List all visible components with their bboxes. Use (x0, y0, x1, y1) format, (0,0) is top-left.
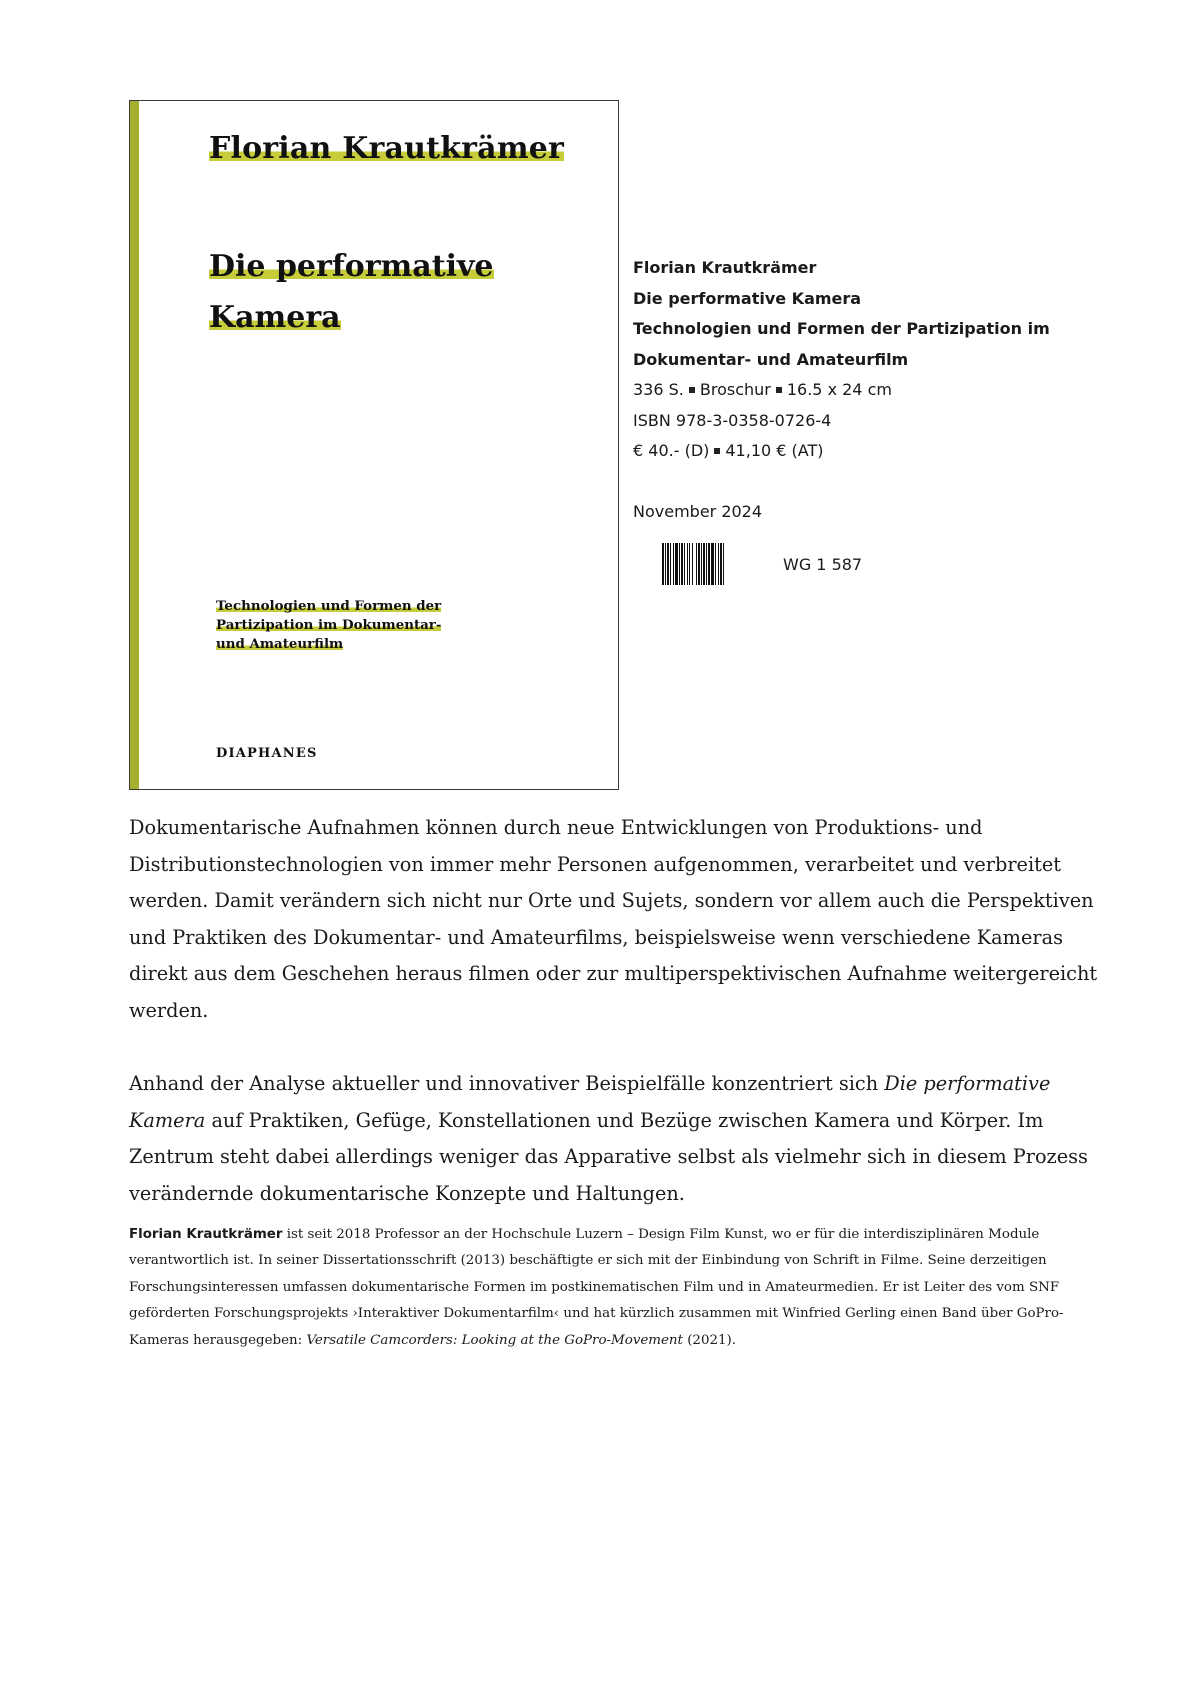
meta-isbn: ISBN 978-3-0358-0726-4 (633, 410, 832, 430)
cover-accent-bar (130, 101, 139, 789)
cover-title (209, 241, 494, 343)
cover-title-line: Die performative (209, 249, 494, 284)
book-title-reference: Die performative Kamera (129, 1072, 1051, 1132)
meta-date: November 2024 (633, 501, 763, 521)
meta-subtitle-line: Dokumentar- und Amateurfilm (633, 349, 909, 369)
cover-publisher: DIAPHANES (216, 746, 318, 761)
meta-price-at: 41,10 € (AT) (725, 441, 824, 460)
meta-subtitle-line: Technologien und Formen der Partizipation im (633, 319, 1050, 338)
meta-format: 16.5 x 24 cm (786, 380, 892, 399)
separator-square-icon (714, 448, 720, 454)
meta-specs (633, 375, 1173, 406)
description (129, 810, 1119, 1213)
meta-price-de: € 40.- (D) (633, 441, 710, 460)
description-paragraph: Dokumentarische Aufnahmen können durch neue Entwicklungen von Produktions- und Distributionstechnologien von immer mehr Personen aufgenommen, verarbeitet und verbreitet werden. Damit verändern sich nicht nur Orte und Sujets, sondern vor allem auch die Perspektiven und Praktiken des Dokumentar- und Amateurfilms, beispielsweise wenn verschiedene Kameras direkt aus dem Geschehen heraus filmen oder zur multiperspektivischen Aufnahme weitergereicht werden. (129, 816, 1098, 1022)
separator-square-icon (776, 387, 782, 393)
meta-pages: 336 S. (633, 380, 684, 399)
author-bio: Florian Krautkrämer ist seit 2018 Professor an der Hochschule Luzern – Design Film Kunst, wo er für die interdisziplinären Module verantwortlich ist. In seiner Dissertationsschrift (2013) beschäftigte er sich mit der Einbindung von Schrift in Filme. Seine derzeitigen Forschungsinteressen umfassen dokumentarische Formen im postkinematischen Film und in Amateurmedien. Er ist Leiter des vom SNF geförderten Forschungsprojekts ›Interaktiver Dokumentarfilm‹ und hat kürzlich zusammen mit Winfried Gerling einen Band über GoPro-Kameras herausgegeben: Versatile Camcorders: Looking at the GoPro-Movement (2021). (129, 1227, 1064, 1348)
separator-square-icon (689, 387, 695, 393)
cover-subtitle-line: und Amateurfilm (216, 636, 344, 652)
barcode-icon (662, 543, 770, 585)
book-cover (129, 100, 619, 790)
cover-title-line: Kamera (209, 300, 341, 335)
description-paragraph: Anhand der Analyse aktueller und innovativer Beispielfälle konzentriert sich Die performative Kamera auf Praktiken, Gefüge, Konstellationen und Bezüge zwischen Kamera und Körper. Im Zentrum steht dabei allerdings weniger das Apparative selbst als vielmehr sich in diesem Prozess verändernde dokumentarische Konzepte und Haltungen. (129, 1072, 1088, 1205)
meta-price (633, 436, 1173, 467)
cover-subtitle-line: Technologien und Formen der (216, 598, 442, 614)
meta-author: Florian Krautkrämer (633, 258, 817, 277)
bio-author-name: Florian Krautkrämer (129, 1227, 283, 1242)
cover-subtitle-line: Partizipation im Dokumentar- (216, 617, 442, 633)
meta-title: Die performative Kamera (633, 288, 862, 308)
book-metadata (633, 253, 1173, 527)
barcode-row (662, 543, 862, 585)
meta-binding: Broschur (699, 380, 771, 399)
bio-book-reference: Versatile Camcorders: Looking at the GoPro-Movement (306, 1332, 683, 1348)
cover-subtitle (216, 597, 546, 654)
meta-wg: WG 1 587 (783, 554, 863, 574)
cover-author: Florian Krautkrämer (209, 131, 565, 166)
